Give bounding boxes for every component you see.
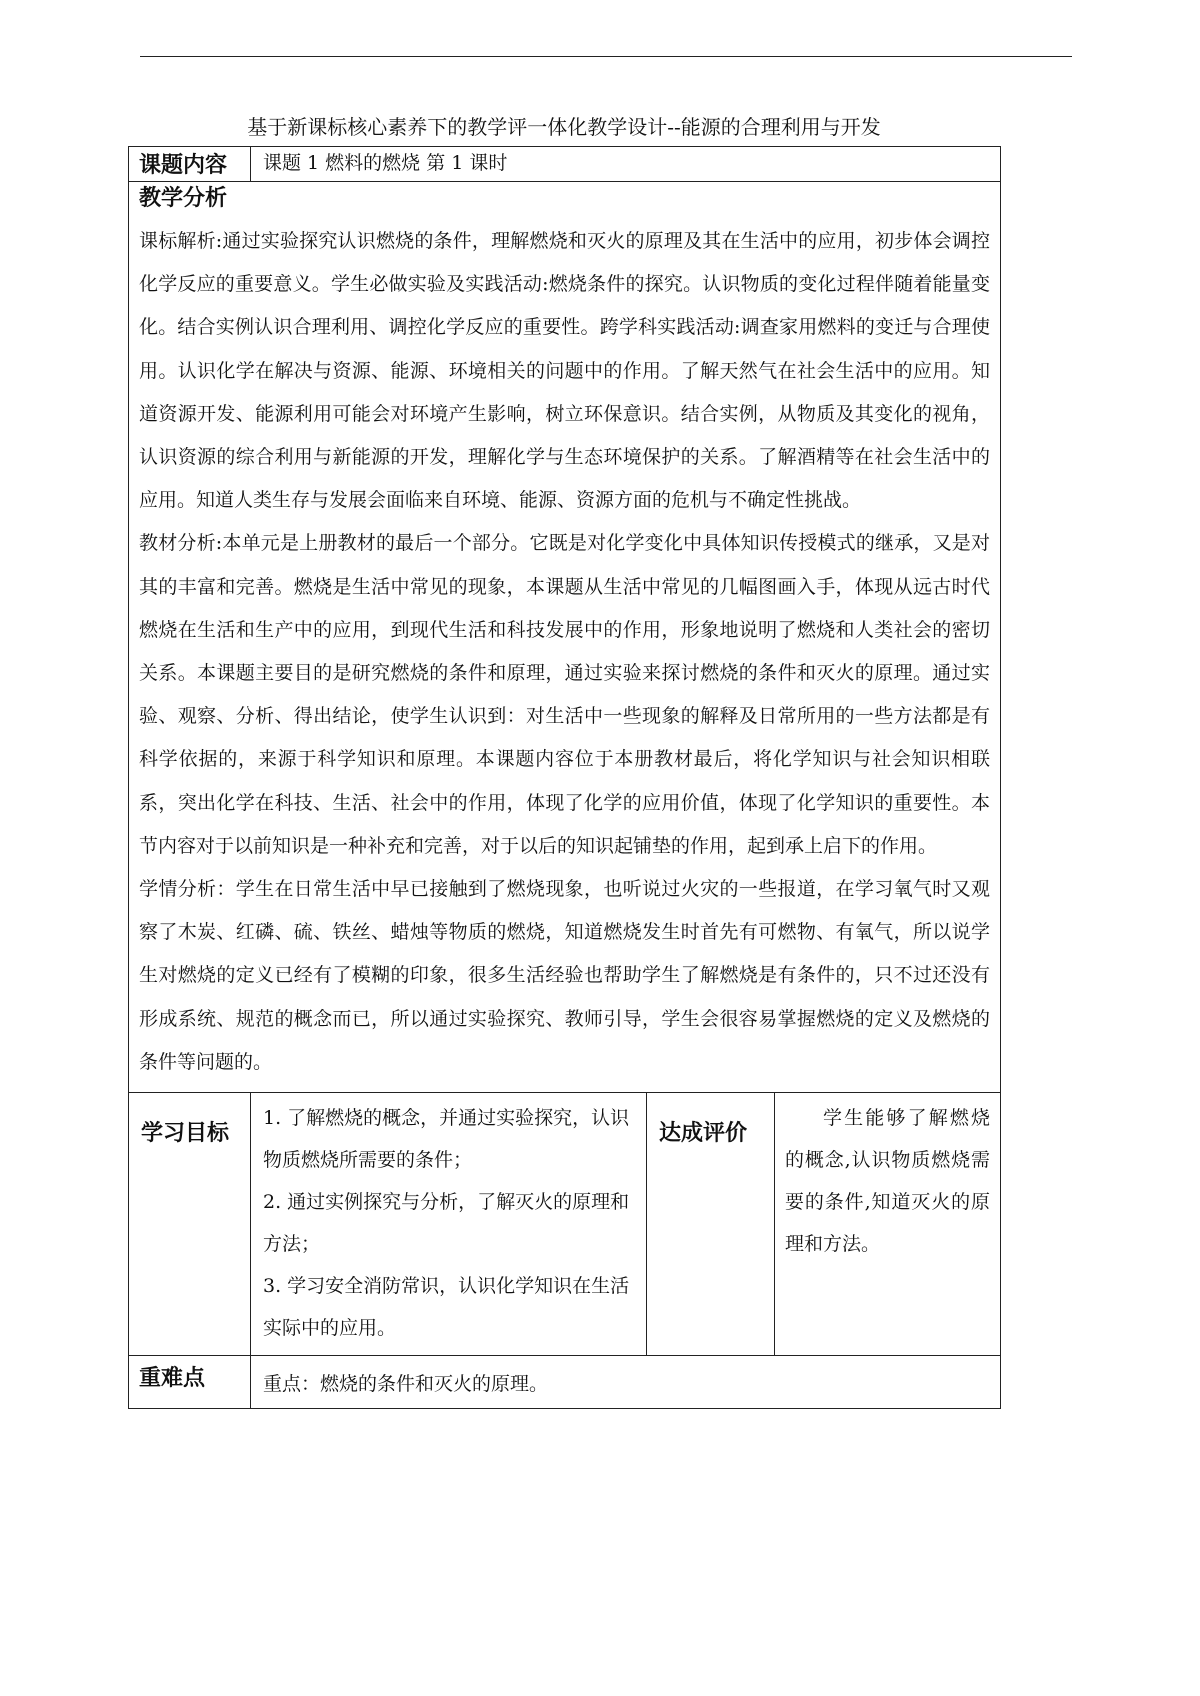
objectives-row	[129, 1093, 1001, 1356]
evaluation-label: 达成评价	[647, 1093, 775, 1356]
student-analysis-paragraph: 学情分析：学生在日常生活中早已接触到了燃烧现象，也听说过火灾的一些报道，在学习氧气时又观察了木炭、红磷、硫、铁丝、蜡烛等物质的燃烧，知道燃烧发生时首先有可燃物、有氧气，所以说学生对燃烧的定义已经有了模糊的印象，很多生活经验也帮助学生了解燃烧是有条件的，只不过还没有形成系统、规范的概念而已，所以通过实验探究、教师引导，学生会很容易掌握燃烧的定义及燃烧的条件等问题的。	[139, 878, 990, 1073]
key-points-text: 重点：燃烧的条件和灭火的原理。	[251, 1356, 1001, 1409]
lesson-plan-table	[128, 146, 1001, 1409]
analysis-cell	[129, 182, 1001, 1093]
objective-item: 3. 学习安全消防常识，认识化学知识在生活实际中的应用。	[263, 1275, 630, 1340]
objectives-label: 学习目标	[129, 1093, 251, 1356]
topic-row	[129, 147, 1001, 182]
objective-item: 2. 通过实例探究与分析，了解灭火的原理和方法；	[263, 1191, 630, 1256]
objectives-list	[251, 1093, 647, 1356]
header-rule	[140, 56, 1072, 57]
topic-value: 课题 1 燃料的燃烧 第 1 课时	[251, 147, 1001, 182]
analysis-row	[129, 182, 1001, 1093]
topic-label: 课题内容	[129, 147, 251, 182]
key-points-row	[129, 1356, 1001, 1409]
analysis-heading: 教学分析	[139, 186, 228, 211]
evaluation-cell	[775, 1093, 1001, 1356]
evaluation-text: 学生能够了解燃烧的概念,认识物质燃烧需要的条件,知道灭火的原理和方法。	[785, 1107, 990, 1256]
key-points-label: 重难点	[129, 1356, 251, 1409]
objective-item: 1. 了解燃烧的概念，并通过实验探究，认识物质燃烧所需要的条件；	[263, 1107, 630, 1172]
curriculum-analysis-paragraph: 课标解析:通过实验探究认识燃烧的条件，理解燃烧和灭火的原理及其在生活中的应用，初步体会调控化学反应的重要意义。学生必做实验及实践活动:燃烧条件的探究。认识物质的变化过程伴随着能量变化。结合实例认识合理利用、调控化学反应的重要性。跨学科实践活动:调查家用燃料的变迁与合理使用。认识化学在解决与资源、能源、环境相关的问题中的作用。了解天然气在社会生活中的应用。知道资源开发、能源利用可能会对环境产生影响，树立环保意识。结合实例，从物质及其变化的视角，认识资源的综合利用与新能源的开发，理解化学与生态环境保护的关系。了解酒精等在社会生活中的应用。知道人类生存与发展会面临来自环境、能源、资源方面的危机与不确定性挑战。	[139, 230, 990, 512]
document-title: 基于新课标核心素养下的教学评一体化教学设计--能源的合理利用与开发	[247, 115, 881, 139]
textbook-analysis-paragraph: 教材分析:本单元是上册教材的最后一个部分。它既是对化学变化中具体知识传授模式的继承，又是对其的丰富和完善。燃烧是生活中常见的现象，本课题从生活中常见的几幅图画入手，体现从远古时代燃烧在生活和生产中的应用，到现代生活和科技发展中的作用，形象地说明了燃烧和人类社会的密切关系。本课题主要目的是研究燃烧的条件和原理，通过实验来探讨燃烧的条件和灭火的原理。通过实验、观察、分析、得出结论，使学生认识到：对生活中一些现象的解释及日常所用的一些方法都是有科学依据的，来源于科学知识和原理。本课题内容位于本册教材最后，将化学知识与社会知识相联系，突出化学在科技、生活、社会中的作用，体现了化学的应用价值，体现了化学知识的重要性。本节内容对于以前知识是一种补充和完善，对于以后的知识起铺垫的作用，起到承上启下的作用。	[139, 532, 990, 857]
